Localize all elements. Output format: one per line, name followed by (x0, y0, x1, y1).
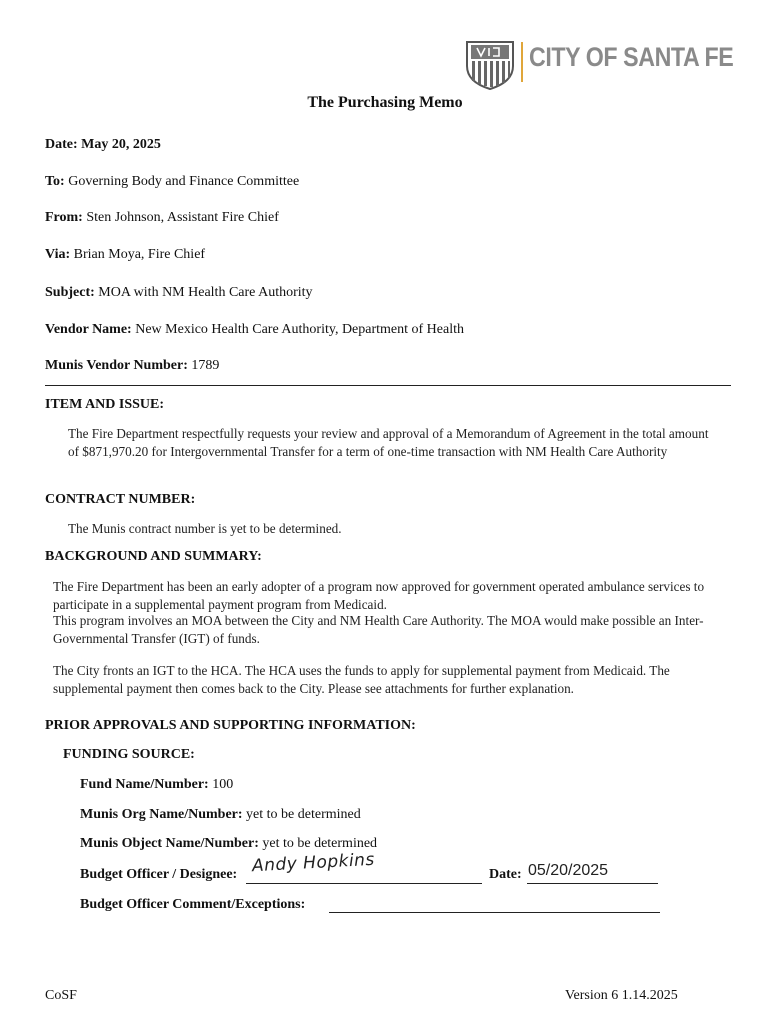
from-field (45, 210, 279, 226)
to-field (45, 174, 299, 190)
header-divider (45, 385, 731, 386)
fund-label: Fund Name/Number: (80, 777, 209, 792)
footer-left: CoSF (45, 988, 77, 1003)
date-signed-label: Date: (489, 867, 522, 882)
budget-officer-signature: Andy Hopkins (251, 849, 376, 877)
to-label: To: (45, 174, 65, 189)
background-heading: BACKGROUND AND SUMMARY: (45, 549, 262, 564)
signature-line (246, 883, 482, 884)
object-label: Munis Object Name/Number: (80, 836, 259, 851)
comment-label: Budget Officer Comment/Exceptions: (80, 897, 306, 912)
org-value: yet to be determined (242, 807, 361, 822)
from-value: Sten Johnson, Assistant Fire Chief (82, 210, 279, 225)
logo-text: CITY OF SANTA FE (529, 42, 734, 72)
via-value: Brian Moya, Fire Chief (70, 247, 206, 262)
vendor-name-value: New Mexico Health Care Authority, Department of Health (131, 322, 465, 337)
fund-value: 100 (208, 777, 234, 792)
vendor-number-label: Munis Vendor Number: (45, 358, 188, 373)
date-signed-line (527, 883, 658, 884)
background-paragraph-2: This program involves an MOA between the City and NM Health Care Authority. The MOA would make possible an Inter-Governmental Transfer (IGT) of funds. (53, 613, 704, 646)
logo-separator (521, 42, 523, 82)
fund-field (80, 777, 233, 793)
to-value: Governing Body and Finance Committee (64, 174, 300, 189)
via-field (45, 247, 205, 263)
footer-version: Version 6 1.14.2025 (565, 988, 678, 1003)
funding-source-heading: FUNDING SOURCE: (63, 747, 195, 762)
from-label: From: (45, 210, 83, 225)
subject-field (45, 285, 313, 301)
object-field (80, 836, 377, 852)
subject-label: Subject: (45, 285, 95, 300)
date-field (45, 137, 161, 153)
background-paragraph-3: The City fronts an IGT to the HCA. The HCA uses the funds to apply for supplemental payment from Medicaid. The supplemental payment then comes back to the City. Please see attachments for further explanation. (53, 663, 670, 696)
date-label: Date: May 20, 2025 (45, 137, 161, 152)
vendor-number-value: 1789 (187, 358, 220, 373)
org-label: Munis Org Name/Number: (80, 807, 243, 822)
background-paragraph-1: The Fire Department has been an early adopter of a program now approved for government operated ambulance services to participate in a supplemental payment program from Medicaid. (53, 579, 705, 612)
city-seal-icon (463, 36, 517, 90)
vendor-name-field (45, 322, 464, 338)
contract-number-heading: CONTRACT NUMBER: (45, 492, 196, 507)
city-logo (463, 36, 743, 92)
page-title: The Purchasing Memo (307, 94, 463, 111)
object-value: yet to be determined (258, 836, 378, 851)
org-field (80, 807, 361, 823)
item-issue-heading: ITEM AND ISSUE: (45, 397, 165, 412)
contract-number-text: The Munis contract number is yet to be determined. (68, 521, 342, 536)
vendor-number-field (45, 358, 219, 374)
comment-line (329, 912, 660, 913)
date-signed-value: 05/20/2025 (528, 862, 609, 879)
subject-value: MOA with NM Health Care Authority (94, 285, 313, 300)
vendor-name-label: Vendor Name: (45, 322, 132, 337)
item-issue-text: The Fire Department respectfully requests your review and approval of a Memorandum of Agreement in the total amount of $871,970.20 for Intergovernmental Transfer for a term of one-time transaction with NM Health Care Authority (68, 426, 709, 459)
budget-officer-label: Budget Officer / Designee: (80, 867, 238, 882)
via-label: Via: (45, 247, 71, 262)
prior-approvals-heading: PRIOR APPROVALS AND SUPPORTING INFORMATION: (45, 718, 416, 733)
